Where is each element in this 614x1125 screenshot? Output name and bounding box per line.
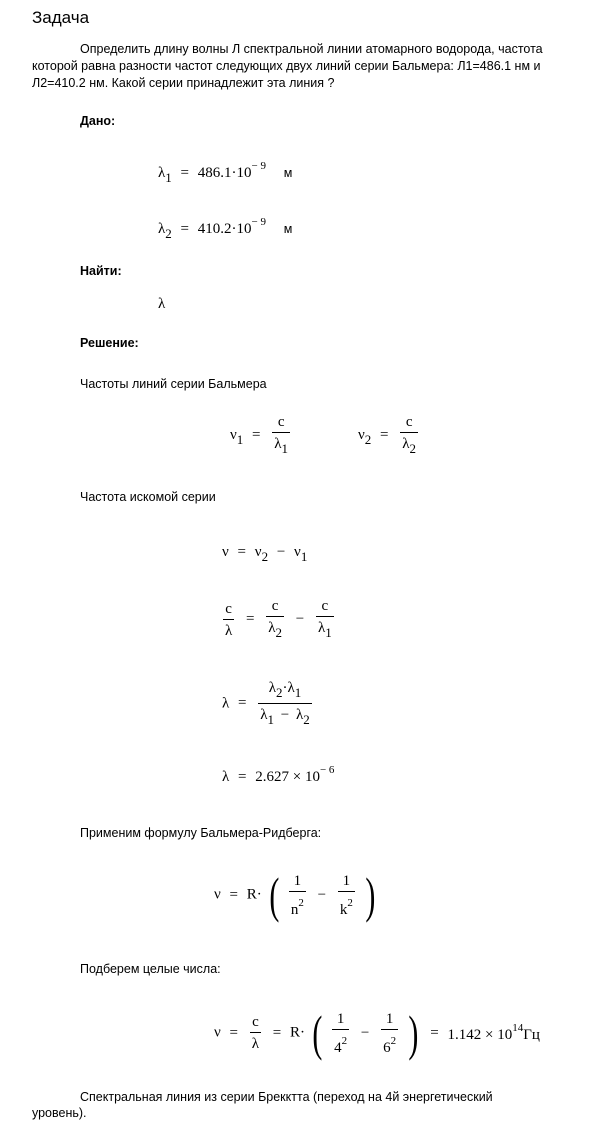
text-integers: Подберем целые числа: bbox=[80, 962, 221, 976]
given-lambda1: $\lambda 1 = 486.1\cdot 10^{- 9}$ м bbox=[158, 160, 293, 185]
text-rydberg: Применим формулу Бальмера-Ридберга: bbox=[80, 826, 322, 840]
problem-line-2: которой равна разности частот следующих двух линий серии Бальмера: Л1=486.1 нм и bbox=[32, 59, 541, 73]
left-paren: ( bbox=[312, 1005, 323, 1061]
solution-heading: Решение: bbox=[80, 336, 139, 350]
eq-rydberg: ν = R· ( $\frac{1}{n^2}$ − $\frac{1}{k^2}$ ) bbox=[214, 867, 375, 923]
eq-lambda-formula: λ = $\frac{\lambda 2\cdot\lambda 1}{\lambda 1 - \lambda 2}$ bbox=[222, 680, 310, 727]
conclusion-line-2: уровень). bbox=[32, 1106, 87, 1120]
conclusion-line-1: Спектральная линия из серии Брекктта (переход на 4й энергетический bbox=[80, 1090, 493, 1104]
eq-frac-difference: $\frac{c}{\lambda}$ = $\frac{c}{\lambda 2}$ − $\frac{c}{\lambda 1}$ bbox=[225, 598, 332, 640]
eq-nu-difference: ν = ν2 − ν1 bbox=[222, 544, 308, 564]
given-heading: Дано: bbox=[80, 114, 116, 128]
text-sought-frequency: Частота искомой серии bbox=[80, 490, 216, 504]
find-heading: Найти: bbox=[80, 264, 122, 278]
eq-final: ν = $\frac{c}{\lambda}$ = R· ( $\frac{1}{4^2}$ − $\frac{1}{6^2}$ ) = $1.142 \times 10^{14}Гц$ bbox=[214, 1005, 540, 1061]
right-paren: ) bbox=[364, 867, 375, 923]
left-paren: ( bbox=[268, 867, 279, 923]
eq-nu2: ν2 = $\frac{c}{\lambda 2}$ bbox=[358, 414, 417, 456]
right-paren: ) bbox=[408, 1005, 419, 1061]
problem-line-1: Определить длину волны Л спектральной линии атомарного водорода, частота bbox=[80, 42, 543, 56]
text-balmer-frequencies: Частоты линий серии Бальмера bbox=[80, 377, 267, 391]
find-lambda: λ bbox=[158, 296, 166, 312]
given-lambda2: $\lambda 2 = 410.2\cdot 10^{- 9}$ м bbox=[158, 216, 293, 241]
page-title: Задача bbox=[32, 8, 90, 27]
eq-lambda-result: $\lambda = 2.627 \times 10^{- 6}$ bbox=[222, 764, 335, 785]
problem-line-3: Л2=410.2 нм. Какой серии принадлежит эта линия ? bbox=[32, 76, 335, 90]
eq-nu1: ν1 = $\frac{c}{\lambda 1}$ bbox=[230, 414, 289, 456]
